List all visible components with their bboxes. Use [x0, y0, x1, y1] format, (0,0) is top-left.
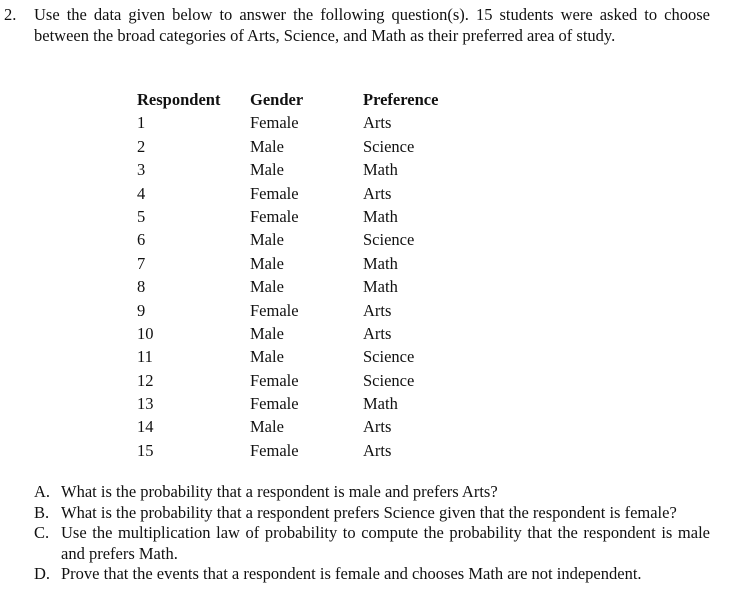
- cell-gender: Male: [250, 160, 284, 180]
- cell-preference: Science: [363, 370, 415, 390]
- cell-respondent: 14: [137, 417, 154, 437]
- cell-gender: Male: [250, 417, 284, 437]
- cell-respondent: 11: [137, 347, 153, 367]
- cell-gender: Female: [250, 394, 299, 414]
- subquestion-label: B.: [34, 502, 50, 522]
- subquestion-b: [34, 503, 710, 524]
- cell-gender: Female: [250, 440, 299, 460]
- subquestion-label: C.: [34, 523, 50, 542]
- cell-respondent: 4: [137, 183, 146, 203]
- header-respondent: Respondent: [137, 90, 221, 109]
- cell-gender: Female: [250, 183, 299, 203]
- cell-respondent: 5: [137, 206, 146, 226]
- cell-respondent: 6: [137, 230, 146, 250]
- cell-gender: Female: [250, 300, 299, 320]
- cell-gender: Female: [250, 370, 299, 390]
- subquestion-list: [34, 482, 710, 585]
- cell-respondent: 10: [137, 323, 154, 343]
- cell-gender: Male: [250, 253, 284, 273]
- cell-preference: Arts: [363, 417, 392, 437]
- cell-preference: Math: [363, 206, 398, 226]
- cell-respondent: 9: [137, 300, 146, 320]
- header-gender: Gender: [250, 90, 304, 109]
- subquestion-text: Prove that the events that a respondent is female and chooses Math are not independent.: [61, 564, 642, 583]
- cell-respondent: 8: [137, 277, 146, 297]
- subquestion-text: Use the multiplication law of probability to compute the probability that the respondent is male and prefers Math.: [61, 523, 710, 563]
- header-preference: Preference: [363, 90, 439, 109]
- cell-preference: Arts: [363, 300, 392, 320]
- cell-preference: Science: [363, 136, 415, 156]
- subquestion-c: [34, 523, 710, 564]
- cell-preference: Math: [363, 253, 398, 273]
- cell-respondent: 2: [137, 136, 146, 156]
- subquestion-text: What is the probability that a respondent is male and prefers Arts?: [61, 482, 498, 501]
- cell-gender: Male: [250, 277, 284, 297]
- subquestion-d: [34, 564, 710, 585]
- cell-gender: Male: [250, 323, 284, 343]
- cell-preference: Arts: [363, 323, 392, 343]
- cell-gender: Male: [250, 230, 284, 250]
- subquestion-label: A.: [34, 482, 51, 501]
- subquestion-text: What is the probability that a respondent prefers Science given that the respondent is female?: [61, 502, 677, 522]
- cell-respondent: 3: [137, 160, 146, 180]
- cell-respondent: 12: [137, 370, 154, 390]
- subquestion-a: [34, 482, 710, 503]
- cell-preference: Math: [363, 394, 398, 414]
- cell-gender: Female: [250, 206, 299, 226]
- question-number: 2.: [4, 5, 17, 24]
- cell-gender: Male: [250, 347, 284, 367]
- cell-respondent: 15: [137, 440, 154, 460]
- cell-gender: Female: [250, 113, 299, 133]
- cell-preference: Math: [363, 277, 398, 297]
- cell-preference: Arts: [363, 113, 392, 133]
- cell-respondent: 1: [137, 113, 146, 133]
- cell-respondent: 7: [137, 253, 146, 273]
- cell-preference: Math: [363, 160, 398, 180]
- cell-preference: Arts: [363, 440, 392, 460]
- subquestion-label: D.: [34, 564, 51, 583]
- cell-gender: Male: [250, 136, 284, 156]
- cell-preference: Science: [363, 347, 415, 367]
- cell-respondent: 13: [137, 394, 154, 414]
- cell-preference: Science: [363, 230, 415, 250]
- question-intro: Use the data given below to answer the following question(s). 15 students were asked to choose between the broad categories of Arts, Science, and Math as their preferred area of study.: [34, 5, 710, 45]
- cell-preference: Arts: [363, 183, 392, 203]
